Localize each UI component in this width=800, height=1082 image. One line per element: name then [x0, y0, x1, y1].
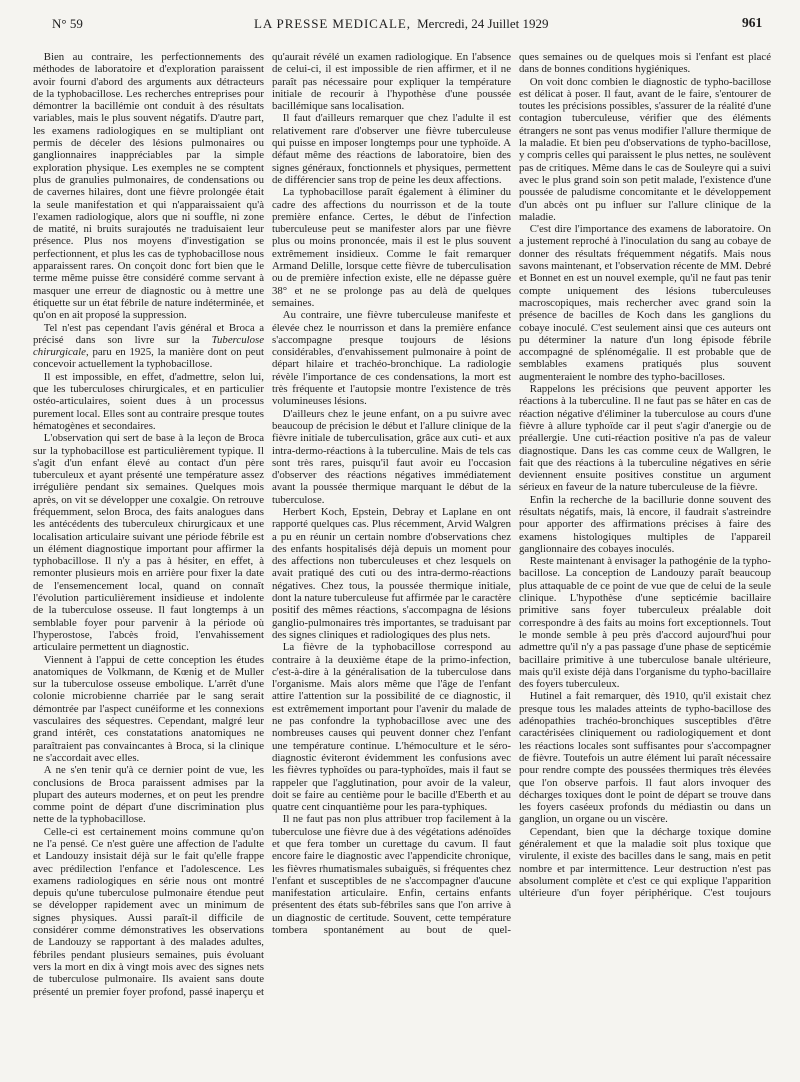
paragraph: La typhobacillose paraît également à éliminer du cadre des affections du nourrisson et de la toute première enfance. Certes, le début de l'infection tuberculeuse peut se manifester alors par une fièvre plus ou moins prononcée, mais il est le plus souvent extrêmement insidieux. Comme le fait remarquer Armand Delille, lorsque cette fièvre de tuberculisation ou de première infection existe, elle ne dépasse guère 38° et ne se prolonge pas au delà de quelques semaines. [272, 186, 511, 309]
issue-date: Mercredi, 24 Juillet 1929 [417, 16, 549, 31]
issue-number: N° 59 [52, 16, 83, 31]
book-title: Tuberculose chirurgicale [33, 333, 264, 359]
paragraph: Hutinel a fait remarquer, dès 1910, qu'il existait chez presque tous les malades atteints de typho-bacillose des adénopathies trachéo-bronchiques susceptibles d'être caractérisées cliniquement ou radiologiquement et dont les réactions locales sont suffisantes pour s'accompagner de fièvre. Toutefois un autre élément lui paraît nécessaire pour rendre compte des poussées thermiques très élevées que l'on observe parfois. Il faut alors invoquer des décharges toxiques dont le point de départ se trouve dans les foyers caséeux profonds du médiastin ou dans un ganglion, un organe ou un viscère. [519, 690, 771, 826]
paragraph: Bien au contraire, les perfectionnements des méthodes de laboratoire et d'exploration paraissent avoir fourni d'abord des arguments aux détracteurs de la typhobacillose. Les recherches entreprises pour démontrer la bacillémie ont conduit à des résultats variables, mais le plus souvent négatifs. D'autre part, les examens radiologiques en se multipliant ont permis de déceler des lésions pulmonaires ou ganglionnaires inappréciables par la simple exploration physique. Les exemples ne se comptent plus de granulies pulmonaires, de condensations ou de cavernes hilaires, dont une fièvre prolongée était la seule manifestation et qui n'apparaissaient qu'à l'examen radiologique, alors que ni souffle, ni zone de matité, ni bruits surajoutés ne traduisaient leur présence. Plus nos moyens d'investigation se perfectionnent, et plus les cas de typhobacillose nous apparaissent rares. On conçoit donc fort bien que le terme même puisse être considéré comme servant à masquer une erreur de diagnostic ou à mettre une étiquette sur un état fébrile de nature indéterminée, et qu'on en ait proposé la suppression. [33, 51, 264, 322]
paragraph: La fièvre de la typhobacillose correspond au contraire à la deuxième étape de la primo-infection, c'est-à-dire à la généralisation de la tuberculose dans l'organisme. Mais alors même que l'âge de l'enfant attire l'attention sur la possibilité de ce diagnostic, il est extrêmement important pour l'avenir du malade de ne pas confondre la typhobacillose avec une des nombreuses causes qui peuvent donner chez l'enfant une température continue. L'hémoculture et le séro-diagnostic éviteront évidemment les confusions avec les fièvres typhoïdes ou para-typhoïdes, mais il faut se rappeler que l'agglutination, pour avoir de la valeur, doit se faire au centième pour le bacille d'Eberth et au quatre cent cinquantième pour les para-typhiques. [272, 641, 511, 814]
paragraph: C'est dire l'importance des examens de laboratoire. On a justement reproché à l'inoculation du sang au cobaye de donner des résultats fréquemment négatifs. Mais nous savons maintenant, et l'observation récente de MM. Debré et Bonnet en est un nouvel exemple, qu'il ne faut pas tenir compte uniquement des lésions tuberculeuses macroscopiques, mais rechercher avec grand soin la présence de bacilles de Koch dans les ganglions du cobaye inoculé. C'est seulement ainsi que ces auteurs ont pu déterminer la nature d'un long épisode fébrile accompagné de splénomégalie. Il est probable que de semblables examens pratiqués plus souvent augmenteraient le nombre des typho-bacilloses. [519, 223, 771, 383]
paragraph: Celle-ci est certainement moins commune qu'on ne l'a pensé. Ce n'est guère une affection de l'adulte et Landouzy insistait déjà sur le fait qu'elle frappe avec prédilection l'enfance et l'adolescence. Les examens radiologiques en série nous ont montré depuis qu'une tuberculose pulmonaire étendue peut se développer rapidement avec un minimum de signes physiques. Aussi paraît-il difficile de considérer comme démonstratives les observations de Landouzy se rapportant à des malades adultes, fébriles pendant plusieurs semaines, puis évoluant vers la mort en dix à vingt mois avec des signes nets de tuberculose pulmonaire. Ils avaient sans doute présenté un premier foyer profond, passé inaperçu et [33, 825, 264, 998]
paragraph: Rappelons les précisions que peuvent apporter les réactions à la tuberculine. Il ne faut pas se hâter en cas de réaction négative d'éliminer la tuberculose au cours d'une fièvre à allure typhoïde car il peut s'agir d'anergie ou de préallergie. Une cuti-réaction positive n'a pas de valeur diagnostique. Dans les cas comme ceux de Wallgren, le fait que des réactions à la tuberculine négatives en série deviennent ensuite positives constitue un argument sérieux en faveur de la nature tuberculeuse de la fièvre. [519, 383, 771, 494]
paragraph: Cependant, bien que la décharge toxique domine généralement et que la maladie soit plus toxique que virulente, il existe des bacilles dans le sang, mais en petit nombre et par intermittence. Leur destruction n'est pas absolument complète et c'est ce qui explique l'apparition ultérieure d'un foyer périphérique. C'est toujours [519, 825, 771, 900]
paragraph: Au contraire, une fièvre tuberculeuse manifeste et élevée chez le nourrisson et dans la première enfance s'accompagne presque toujours de lésions considérables, d'envahissement pulmonaire à point de départ hilaire et trachéo-bronchique. La radiologie révèle l'importance de ces condensations, la mort est très fréquente et l'autopsie montre l'existence de très volumineuses lésions. [272, 309, 511, 408]
paragraph-text: , paru en 1925, la manière dont on peut concevoir actuellement la typhobacillose. [33, 346, 264, 371]
paragraph: L'observation qui sert de base à la leçon de Broca sur la typhobacillose est particulièrement typique. Il s'agit d'un enfant élevé au contact d'un père tuberculeux et ayant présenté une température assez irrégulière pendant six semaines. Quelques mois après, on vit se développer une coxalgie. On retrouve fréquemment, selon Broca, des faits analogues dans les antécédents des tuberculeux chirurgicaux et une localisation articulaire suivant une période fébrile est un élément diagnostique important pour affirmer la typhobacillose. Il n'y a pas à hésiter, en effet, à remonter plusieurs mois en arrière pour fixer la date de l'ensemencement local, quand on connaît l'évolution particulièrement insidieuse et indolente de la tuberculose osseuse. Il faut longtemps à un semblable foyer pour parvenir à la période où l'hyperostose, l'abcès froid, l'envahissement articulaire permettent un diagnostic. [33, 432, 264, 654]
running-title [254, 16, 549, 32]
paragraph-text: Tel n'est pas cependant l'avis général et Broca a précisé dans son livre sur la [33, 321, 264, 346]
paragraph: On voit donc combien le diagnostic de typho-bacillose est délicat à poser. Il faut, avant de le faire, s'entourer de toutes les précisions possibles, s'assurer de la réalité d'une contagion tuberculeuse, vérifier que des éléments étrangers ne sont pas venus modifier l'allure thermique de la maladie. Et bien peu d'observations de typho-bacillose, y compris celles qui paraissent le plus nettes, ne soulèvent pas de critiques. Même dans le cas de Souleyre qui a suivi avec le plus grand soin son petit malade, l'existence d'une poussée de paludisme concomitante et le développement d'un abcès ont pu influer sur l'allure clinique de la maladie. [519, 75, 771, 223]
journal-title: LA PRESSE MEDICALE, [254, 16, 411, 31]
page-header [0, 14, 800, 34]
paragraph: D'ailleurs chez le jeune enfant, on a pu suivre avec beaucoup de précision le début et l'allure clinique de la fièvre initiale de tuberculisation, grâce aux cuti- et aux intra-dermo-réactions à la tuberculine. Mais de tels cas sont très rares, puisqu'il faut avoir eu l'occasion d'observer des réactions négatives immédiatement avant la poussée thermique marquant le début de la tuberculose. [272, 407, 511, 506]
paragraph: Herbert Koch, Epstein, Debray et Laplane en ont rapporté quelques cas. Plus récemment, Arvid Walgren a pu en réunir un certain nombre d'observations chez des enfants hospitalisés déjà depuis un moment pour des affections non tuberculeuses et chez lesquels on avait pratiqué des cuti ou des intra-dermo-réactions négatives. Chez tous, la poussée thermique initiale, dont la nature tuberculeuse fut affirmée par le caractère positif des mêmes réactions, s'accompagna de lésions ganglio-pulmonaires très importantes, se traduisant par des signes cliniques et radiologiques des plus nets. [272, 505, 511, 641]
paragraph: Il faut d'ailleurs remarquer que chez l'adulte il est relativement rare d'observer une fièvre tuberculeuse qui puisse en imposer longtemps pour une typhoïde. A défaut même des réactions de laboratoire, bien des signes généraux, fonctionnels et physiques, permettent de différencier sans trop de peine les deux affections. [272, 112, 511, 186]
paragraph [33, 322, 264, 371]
column-3 [519, 51, 771, 1069]
paragraph: Il ne faut pas non plus attribuer trop facilement à la tuberculose une fièvre due à des végétations adénoïdes et que fera tomber un curettage du cavum. Il faut encore faire le diagnostic avec l'appendicite chronique, les fièvres rhumatismales subaiguës, si fréquentes chez l'enfant et susceptibles de ne s'accompagner d'aucune manifestation articulaire. Enfin, certains enfants présentent des états sub-fébriles sans que l'on arrive à un diagnostic de certitude. Souvent, cette température tombera spontanément au bout de quel- [272, 813, 511, 937]
column-1 [33, 51, 264, 1069]
paragraph: Enfin la recherche de la bacillurie donne souvent des résultats négatifs, mais, là encore, il faudrait s'astreindre pour apporter des affirmations précises à faire des examens histologiques multiples de l'appareil ganglionnaire des cobayes inoculés. [519, 493, 771, 555]
page-number: 961 [742, 15, 763, 30]
paragraph-continued: qu'aurait révélé un examen radiologique. En l'absence de celui-ci, il est impossible de rien affirmer, et il ne paraît pas nécessaire pour expliquer la température initiale de recourir à l'hypothèse d'une poussée bacillémique sans localisation. [272, 51, 511, 113]
paragraph: A ne s'en tenir qu'à ce dernier point de vue, les conclusions de Broca paraissent admises par la plupart des auteurs modernes, et on peut les prendre comme point de départ d'une discrimination plus nette de la typhobacillose. [33, 764, 264, 826]
column-2 [272, 51, 511, 1069]
paragraph: Viennent à l'appui de cette conception les études anatomiques de Volkmann, de Kœnig et de Muller sur la tuberculose osseuse embolique. L'arrêt d'une colonie microbienne charriée par le sang serait démontrée par l'aspect cunéiforme et les connexions vasculaires des séquestres. Cependant, malgré leur grand intérêt, ces constatations anatomiques ne paraîtraient pas convaincantes à Broca, si la clinique ne s'accordait avec elles. [33, 653, 264, 764]
paragraph-continued: ques semaines ou de quelques mois si l'enfant est placé dans de bonnes conditions hygiéniques. [519, 51, 771, 76]
paragraph: Reste maintenant à envisager la pathogénie de la typho-bacillose. La conception de Landouzy paraît beaucoup plus attaquable de ce point de vue que de celui de la seule clinique. L'hypothèse d'une septicémie bacillaire primitive sans foyer tuberculeux préalable doit correspondre à des faits au moins fort exceptionnels. Tout le monde semble à peu près d'accord aujourd'hui pour admettre qu'il n'y a pas passage d'une phase de septicémie bacillaire primitive à une tuberculose banale ultérieure, mais qu'il existe déjà dans l'organisme du typho-bacillaire des foyers tuberculeux. [519, 555, 771, 691]
paragraph: Il est impossible, en effet, d'admettre, selon lui, que les tuberculoses chirurgicales, et en particulier ostéo-articulaires, soient dues à un processus purement local. Elles sont au contraire presque toutes hématogènes et secondaires. [33, 370, 264, 432]
